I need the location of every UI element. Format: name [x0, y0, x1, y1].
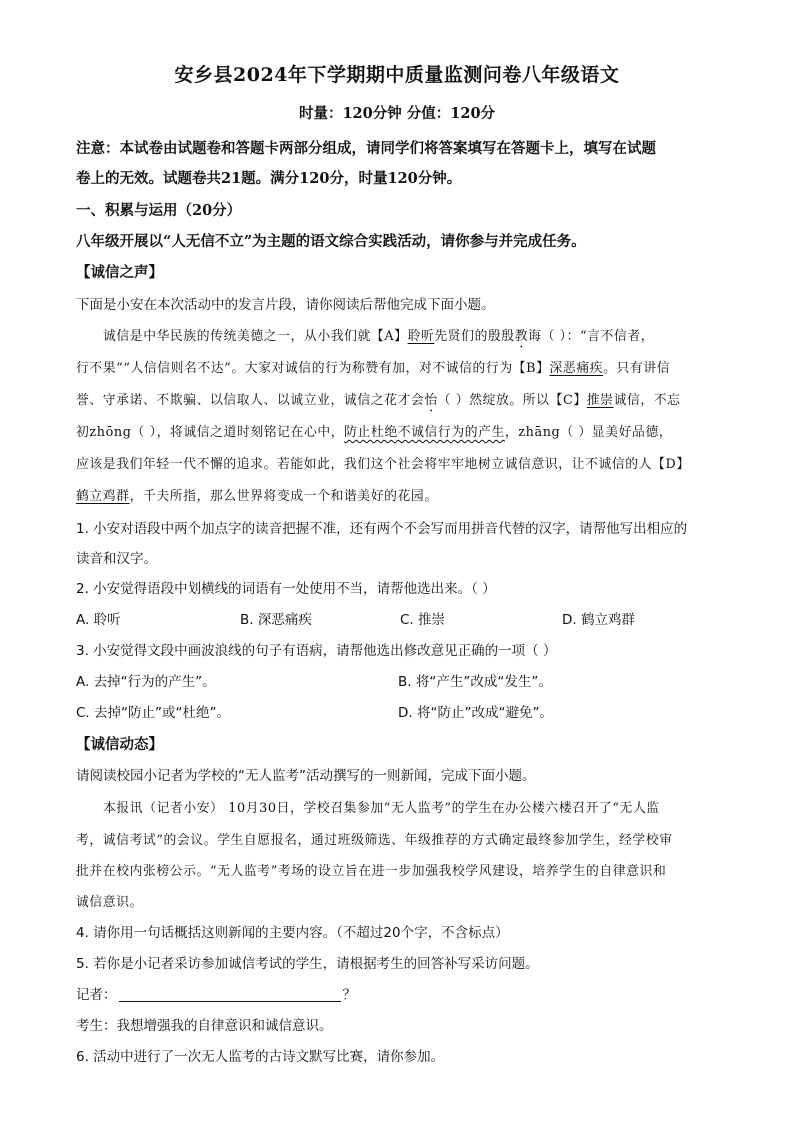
q3-option-c: C. 去掉“防止”或“杜绝”。: [76, 705, 230, 721]
wavy-underlined-sentence: 防止杜绝不诚信行为的产生: [344, 425, 505, 440]
passage-line: 誉、守承诺、不欺骗、以信取人、以诚立业，诚信之花才会怡（ ）然绽放。所以【C】推崇诚信，不忘: [76, 393, 681, 408]
question-6: 6. 活动中进行了一次无人监考的古诗文默写比赛，请你参加。: [76, 1049, 445, 1065]
q3-option-d: D. 将“防止”改成“避免”。: [398, 705, 553, 721]
part-heading-voice: 【诚信之声】: [76, 264, 163, 281]
notice-line-1: 注意：本试卷由试题卷和答题卡两部分组成，请同学们将答案填写在答题卡上，填写在试题: [76, 140, 656, 157]
section-intro: 八年级开展以“人无信不立”为主题的语文综合实践活动，请你参与并完成任务。: [76, 233, 586, 250]
q2-option-a: A. 聆听: [76, 612, 121, 628]
passage-line: 初zhōng（ ），将诚信之道时刻铭记在心中，防止杜绝不诚信行为的产生，zhāng（ ）显美好品德，: [76, 425, 673, 440]
passage-line: 诚信是中华民族的传统美德之一，从小我们就【A】聆听先贤们的殷殷教诲（ ）：“言不信者，: [103, 329, 655, 344]
underlined-word-b: 深恶痛疾: [549, 361, 604, 376]
underlined-word-a: 聆听: [407, 329, 435, 344]
passage-line: 行不果”“人信信则名不达”。大家对诚信的行为称赞有加，对不诚信的行为【B】深恶痛疾。只有讲信: [76, 361, 671, 376]
underlined-word-d: 鹤立鸡群: [76, 489, 130, 504]
question-2: 2. 小安觉得语段中划横线的词语有一处使用不当，请帮他选出来。（ ）: [76, 581, 496, 597]
page-title: 安乡县2024年下学期期中质量监测问卷八年级语文: [174, 64, 620, 86]
reporter-label: 记者：: [76, 987, 117, 1003]
passage-line: 鹤立鸡群，千夫所指，那么世界将变成一个和谐美好的花园。: [76, 489, 438, 504]
q2-option-b: B. 深恶痛疾: [240, 612, 312, 628]
reporter-line: 记者： ？: [76, 987, 356, 1003]
news-line: 诚信意识。: [76, 895, 143, 910]
q2-option-d: D. 鹤立鸡群: [562, 612, 635, 628]
question-3: 3. 小安觉得文段中画波浪线的句子有语病，请帮他选出修改意见正确的一项（ ）: [76, 643, 557, 659]
student-answer: 考生：我想增强我的自律意识和诚信意识。: [76, 1018, 333, 1034]
q3-option-b: B. 将“产生”改成“发生”。: [398, 674, 552, 690]
question-4: 4. 请你用一句话概括这则新闻的主要内容。（不超过20个字，不含标点）: [76, 925, 509, 941]
part-intro-news: 请阅读校园小记者为学校的“无人监考”活动撰写的一则新闻，完成下面小题。: [76, 768, 536, 784]
exam-duration-score: 时量：120分钟 分值：120分: [298, 105, 496, 122]
part-heading-news: 【诚信动态】: [76, 736, 163, 753]
question-1-line-2: 读音和汉字。: [76, 551, 157, 567]
news-line: 考，诚信考试”的会议。学生自愿报名，通过班级筛选、年级推荐的方式确定最终参加学生，经学校审: [76, 833, 673, 848]
q2-option-c: C. 推崇: [400, 612, 446, 628]
question-5: 5. 若你是小记者采访参加诚信考试的学生，请根据考生的回答补写采访问题。: [76, 956, 539, 972]
dotted-char: 怡: [424, 393, 438, 408]
underlined-word-c: 推崇: [586, 393, 614, 408]
news-line: 批并在校内张榜公示。“无人监考”考场的设立旨在进一步加强我校学风建设，培养学生的自律意识和: [76, 864, 667, 879]
notice-line-2: 卷上的无效。试题卷共21题。满分120分，时量120分钟。: [76, 170, 462, 187]
passage-line: 应该是我们年轻一代不懈的追求。若能如此，我们这个社会将牢牢地树立诚信意识，让不诚信的人【D】: [76, 457, 690, 472]
q3-option-a: A. 去掉“行为的产生”。: [76, 674, 216, 690]
news-line: 本报讯（记者小安） 10月30日，学校召集参加“无人监考”的学生在办公楼六楼召开了“无人监: [103, 801, 660, 816]
answer-blank[interactable]: [119, 989, 341, 1002]
section-heading: 一、积累与运用（20分）: [76, 202, 242, 219]
question-1-line-1: 1. 小安对语段中两个加点字的读音把握不准，还有两个不会写而用拼音代替的汉字，请帮他写出相应的: [76, 521, 688, 537]
part-intro-voice: 下面是小安在本次活动中的发言片段，请你阅读后帮他完成下面小题。: [76, 297, 495, 313]
dotted-char: 教: [514, 329, 529, 344]
